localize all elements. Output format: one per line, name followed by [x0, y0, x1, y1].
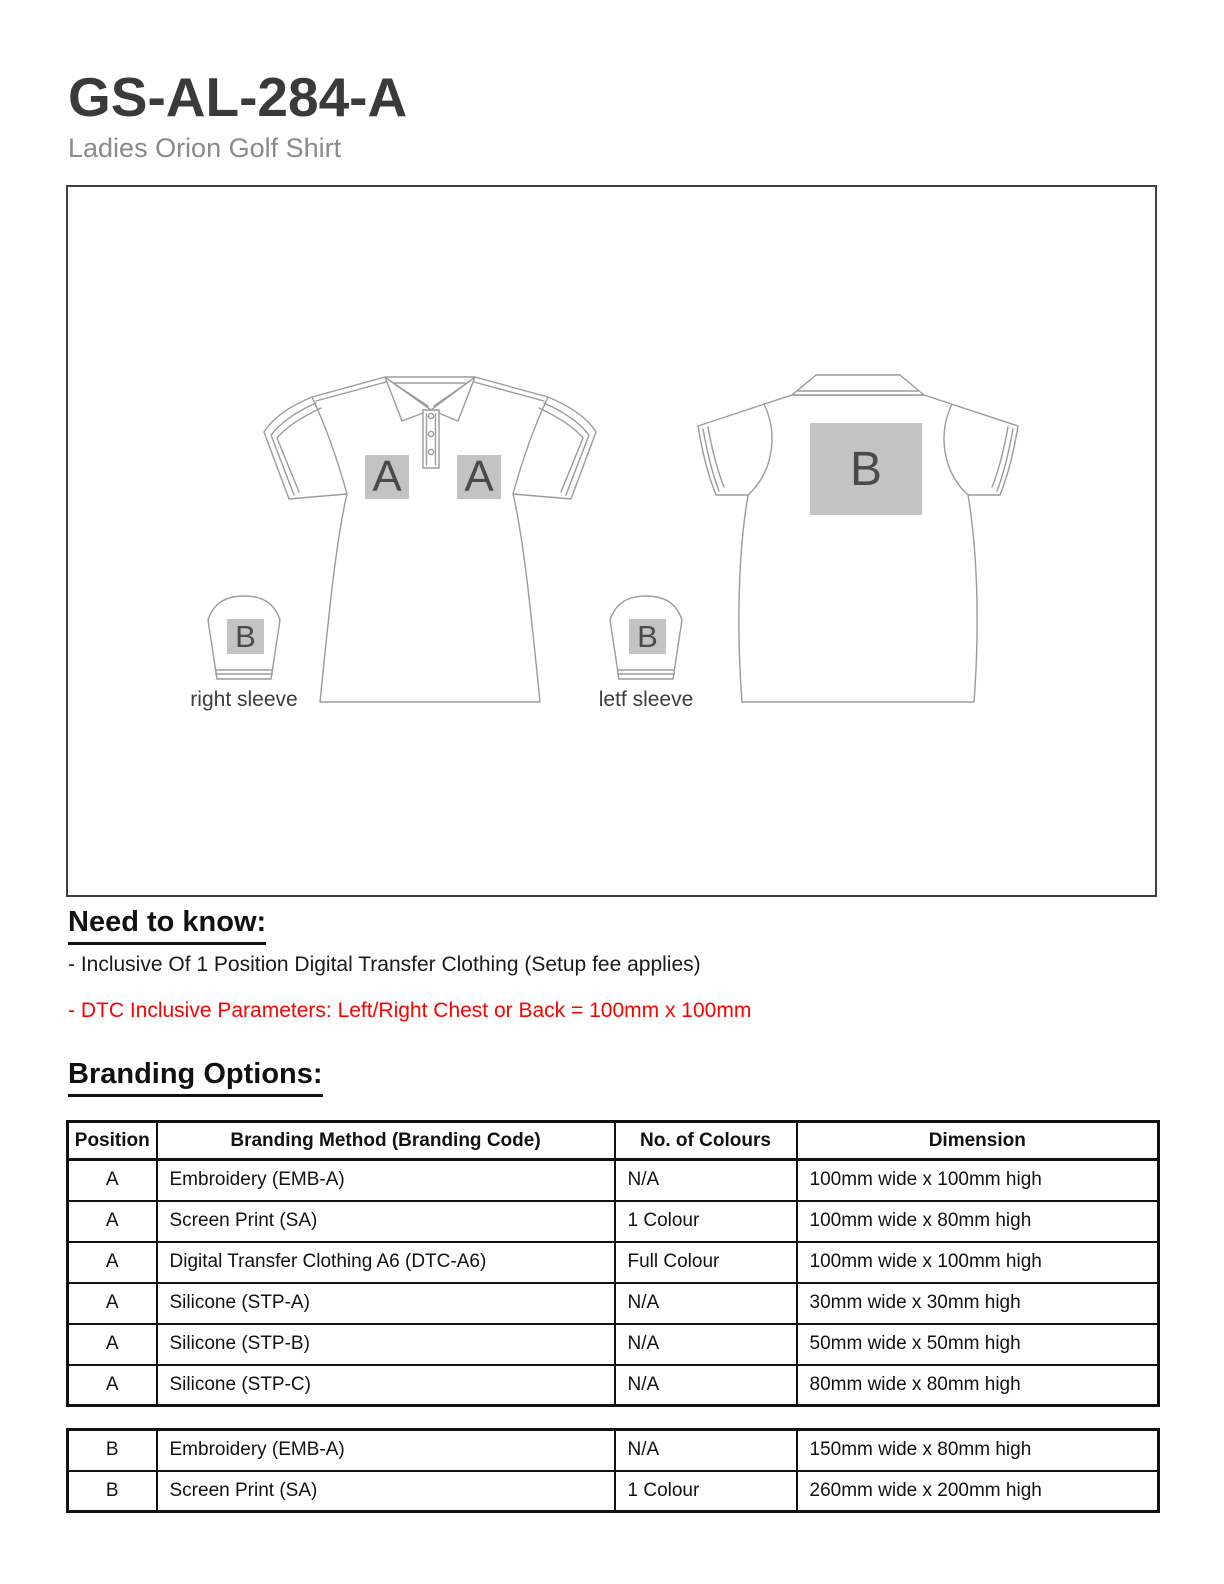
cell-colours: N/A: [615, 1430, 797, 1471]
table-row: [68, 1242, 1159, 1283]
product-code-title: GS-AL-284-A: [68, 66, 408, 128]
cell-colours: 1 Colour: [615, 1201, 797, 1242]
left-sleeve-label: letf sleeve: [598, 688, 694, 711]
cell-method: Silicone (STP-C): [157, 1365, 615, 1406]
marker-b-back: B: [810, 423, 922, 515]
table-row: [68, 1471, 1159, 1512]
cell-method: Digital Transfer Clothing A6 (DTC-A6): [157, 1242, 615, 1283]
cell-method: Embroidery (EMB-A): [157, 1430, 615, 1471]
front-shirt-graphic: [258, 373, 602, 705]
cell-dimension: 150mm wide x 80mm high: [797, 1430, 1159, 1471]
cell-position: A: [68, 1283, 157, 1324]
cell-method: Screen Print (SA): [157, 1201, 615, 1242]
cell-method: Screen Print (SA): [157, 1471, 615, 1512]
note-inclusive-dtc: - Inclusive Of 1 Position Digital Transfer Clothing (Setup fee applies): [68, 953, 701, 976]
note-dtc-parameters: - DTC Inclusive Parameters: Left/Right Chest or Back = 100mm x 100mm: [68, 999, 752, 1022]
cell-colours: N/A: [615, 1324, 797, 1365]
table-header-row: [68, 1122, 1159, 1160]
cell-position: A: [68, 1201, 157, 1242]
branding-table-position-b: [66, 1428, 1160, 1513]
cell-colours: N/A: [615, 1283, 797, 1324]
marker-b-left-sleeve: B: [629, 619, 666, 654]
col-header-colours: No. of Colours: [615, 1122, 797, 1160]
product-subtitle: Ladies Orion Golf Shirt: [68, 133, 342, 164]
cell-colours: N/A: [615, 1365, 797, 1406]
cell-dimension: 80mm wide x 80mm high: [797, 1365, 1159, 1406]
cell-position: B: [68, 1471, 157, 1512]
col-header-position: Position: [68, 1122, 157, 1160]
cell-colours: 1 Colour: [615, 1471, 797, 1512]
branding-options-heading: Branding Options:: [68, 1058, 323, 1097]
cell-method: Silicone (STP-B): [157, 1324, 615, 1365]
cell-dimension: 260mm wide x 200mm high: [797, 1471, 1159, 1512]
cell-dimension: 50mm wide x 50mm high: [797, 1324, 1159, 1365]
table-row: [68, 1430, 1159, 1471]
cell-colours: N/A: [615, 1160, 797, 1201]
cell-position: A: [68, 1160, 157, 1201]
need-to-know-heading: Need to know:: [68, 906, 266, 945]
cell-position: B: [68, 1430, 157, 1471]
marker-a-left-chest: A: [365, 455, 409, 499]
table-row: [68, 1283, 1159, 1324]
col-header-dimension: Dimension: [797, 1122, 1159, 1160]
table-row: [68, 1365, 1159, 1406]
branding-table-position-a: [66, 1120, 1160, 1407]
cell-dimension: 100mm wide x 100mm high: [797, 1242, 1159, 1283]
header: [68, 68, 407, 164]
cell-dimension: 30mm wide x 30mm high: [797, 1283, 1159, 1324]
cell-method: Embroidery (EMB-A): [157, 1160, 615, 1201]
table-row: [68, 1201, 1159, 1242]
cell-position: A: [68, 1324, 157, 1365]
cell-colours: Full Colour: [615, 1242, 797, 1283]
diagram-panel: [66, 185, 1157, 897]
cell-dimension: 100mm wide x 80mm high: [797, 1201, 1159, 1242]
col-header-method: Branding Method (Branding Code): [157, 1122, 615, 1160]
cell-position: A: [68, 1242, 157, 1283]
marker-b-right-sleeve: B: [227, 619, 264, 654]
cell-method: Silicone (STP-A): [157, 1283, 615, 1324]
cell-dimension: 100mm wide x 100mm high: [797, 1160, 1159, 1201]
marker-a-right-chest: A: [457, 455, 501, 499]
table-row: [68, 1324, 1159, 1365]
table-row: [68, 1160, 1159, 1201]
right-sleeve-label: right sleeve: [190, 688, 298, 711]
cell-position: A: [68, 1365, 157, 1406]
